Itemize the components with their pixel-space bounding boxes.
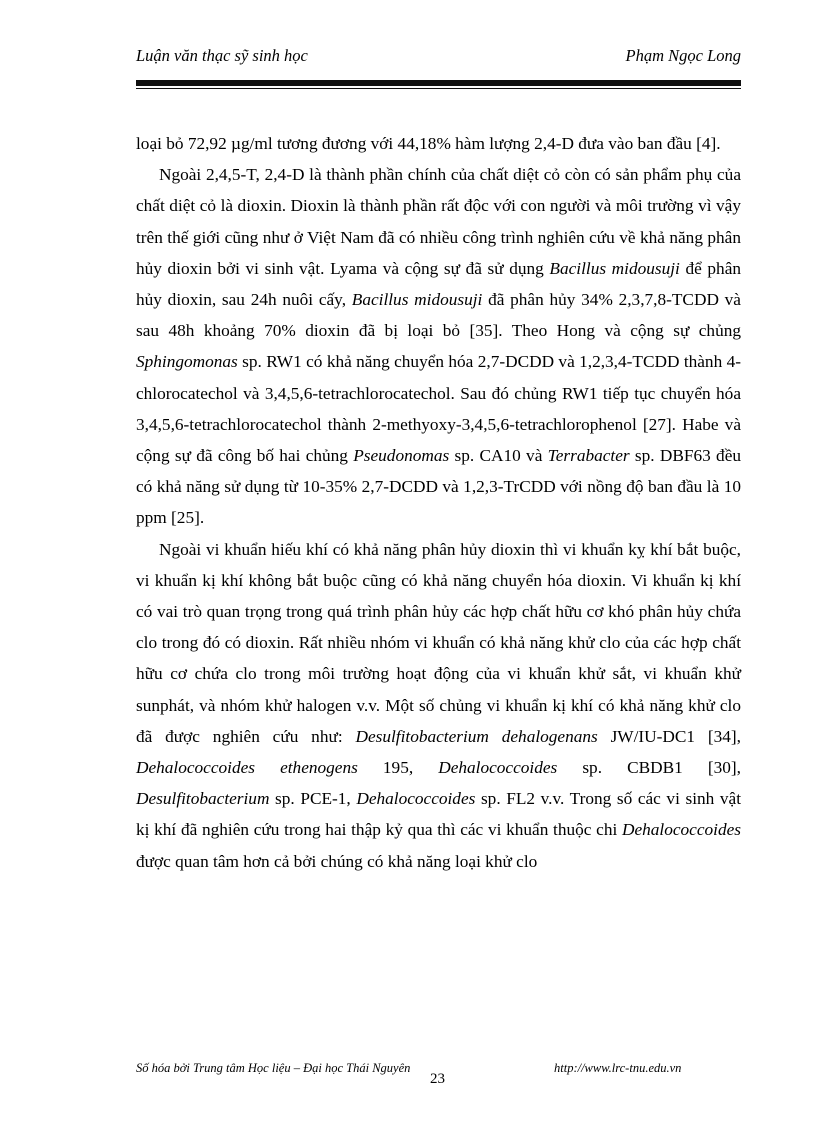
species-name: Desulfitobacterium dehalogenans (355, 726, 598, 746)
paragraph-1: loại bỏ 72,92 µg/ml tương đương với 44,18% hàm lượng 2,4-D đưa vào ban đầu [4]. (136, 134, 721, 153)
text-run: JW/IU-DC1 [34], (597, 726, 741, 746)
header-thesis-title: Luận văn thạc sỹ sinh học (136, 46, 308, 65)
text-run: sp. DBF63 đều có khả năng sử dụng từ 10-35% 2,7-DCDD và 1,2,3-TrCDD với nồng độ ban đầu là 10 ppm [25]. (136, 446, 741, 528)
species-name: Dehalococcoides (621, 820, 741, 840)
species-name: Dehalococcoides (438, 758, 558, 778)
text-run: sp. RW1 có khả năng chuyển hóa 2,7-DCDD và 1,2,3,4-TCDD thành 4-chlorocatechol và 3,4,5,6-tetrachlorocatechol. Sau đó chủng RW1 tiếp tục chuyển hóa 3,4,5,6-tetrachlorocatechol thành 2-methyoxy-3,4,5,6-tetrachlorophenol [27]. Habe và cộng sự đã công bố hai chủng (136, 352, 741, 466)
text-run: để phân hủy dioxin, sau 24h nuôi cấy, (136, 258, 742, 310)
species-name: Dehalococcoides (356, 789, 476, 809)
species-name: Bacillus midousuji (549, 258, 680, 278)
paragraph-3 (136, 534, 741, 877)
footer-url[interactable]: http://www.lrc-tnu.edu.vn (554, 1061, 682, 1075)
header-rule-thin (136, 88, 741, 89)
text-run: được quan tâm hơn cả bởi chúng có khả năng loại khử clo (136, 851, 538, 871)
species-name: Pseudonomas (353, 446, 450, 466)
page-header (136, 46, 741, 72)
text-run: 195, (357, 758, 439, 778)
species-name: Dehalococcoides ethenogens (136, 758, 358, 778)
text-run: sp. CA10 và (449, 446, 548, 466)
text-run: Ngoài 2,4,5-T, 2,4-D là thành phần chính của chất diệt cỏ còn có sản phẩm phụ của chất diệt cỏ là dioxin. Dioxin là thành phần rất độc với con người và môi trường vì vậy trên thế giới cũng như ở Việt Nam đã có nhiều công trình nghiên cứu về khả năng phân hủy dioxin bởi vi sinh vật. Lyama và cộng sự đã sử dụng (136, 165, 741, 278)
text-run: sp. PCE-1, (269, 789, 357, 809)
page-number: 23 (430, 1071, 445, 1087)
paragraph-2 (136, 159, 741, 533)
header-rule-thick (136, 80, 741, 86)
species-name: Bacillus midousuji (351, 290, 483, 310)
text-run: sp. CBDB1 [30], (557, 758, 741, 778)
header-author: Phạm Ngọc Long (625, 46, 741, 65)
text-run: Ngoài vi khuẩn hiếu khí có khả năng phân hủy dioxin thì vi khuẩn kỵ khí bắt buộc, vi khuẩn kị khí không bắt buộc cũng có khả năng chuyển hóa dioxin. Vi khuẩn kị khí có vai trò quan trọng trong quá trình phân hủy các hợp chất hữu cơ khó phân hủy chứa clo trong đó có dioxin. Rất nhiều nhóm vi khuẩn có khả năng khử clo của các hợp chất hữu cơ chứa clo trong môi trường hoạt động của vi khuẩn khử sắt, vi khuẩn khử sunphát, và nhóm khử halogen v.v. Một số chủng vi khuẩn kị khí có khả năng khử clo đã được nghiên cứu như: (136, 539, 741, 746)
species-name: Terrabacter (547, 446, 630, 466)
page-footer (136, 1061, 741, 1101)
species-name: Desulfitobacterium (136, 789, 270, 809)
body-text (136, 128, 741, 877)
text-run: sp. FL2 v.v. Trong số các vi sinh vật kị khí đã nghiên cứu trong hai thập kỷ qua thì các vi khuẩn thuộc chi (136, 789, 741, 840)
footer-digitized-by: Số hóa bởi Trung tâm Học liệu – Đại học Thái Nguyên (136, 1061, 411, 1075)
text-run: đã phân hủy 34% 2,3,7,8-TCDD và sau 48h khoảng 70% dioxin đã bị loại bỏ [35]. Theo Hong và cộng sự chủng (136, 290, 741, 341)
species-name: Sphingomonas (136, 352, 238, 372)
